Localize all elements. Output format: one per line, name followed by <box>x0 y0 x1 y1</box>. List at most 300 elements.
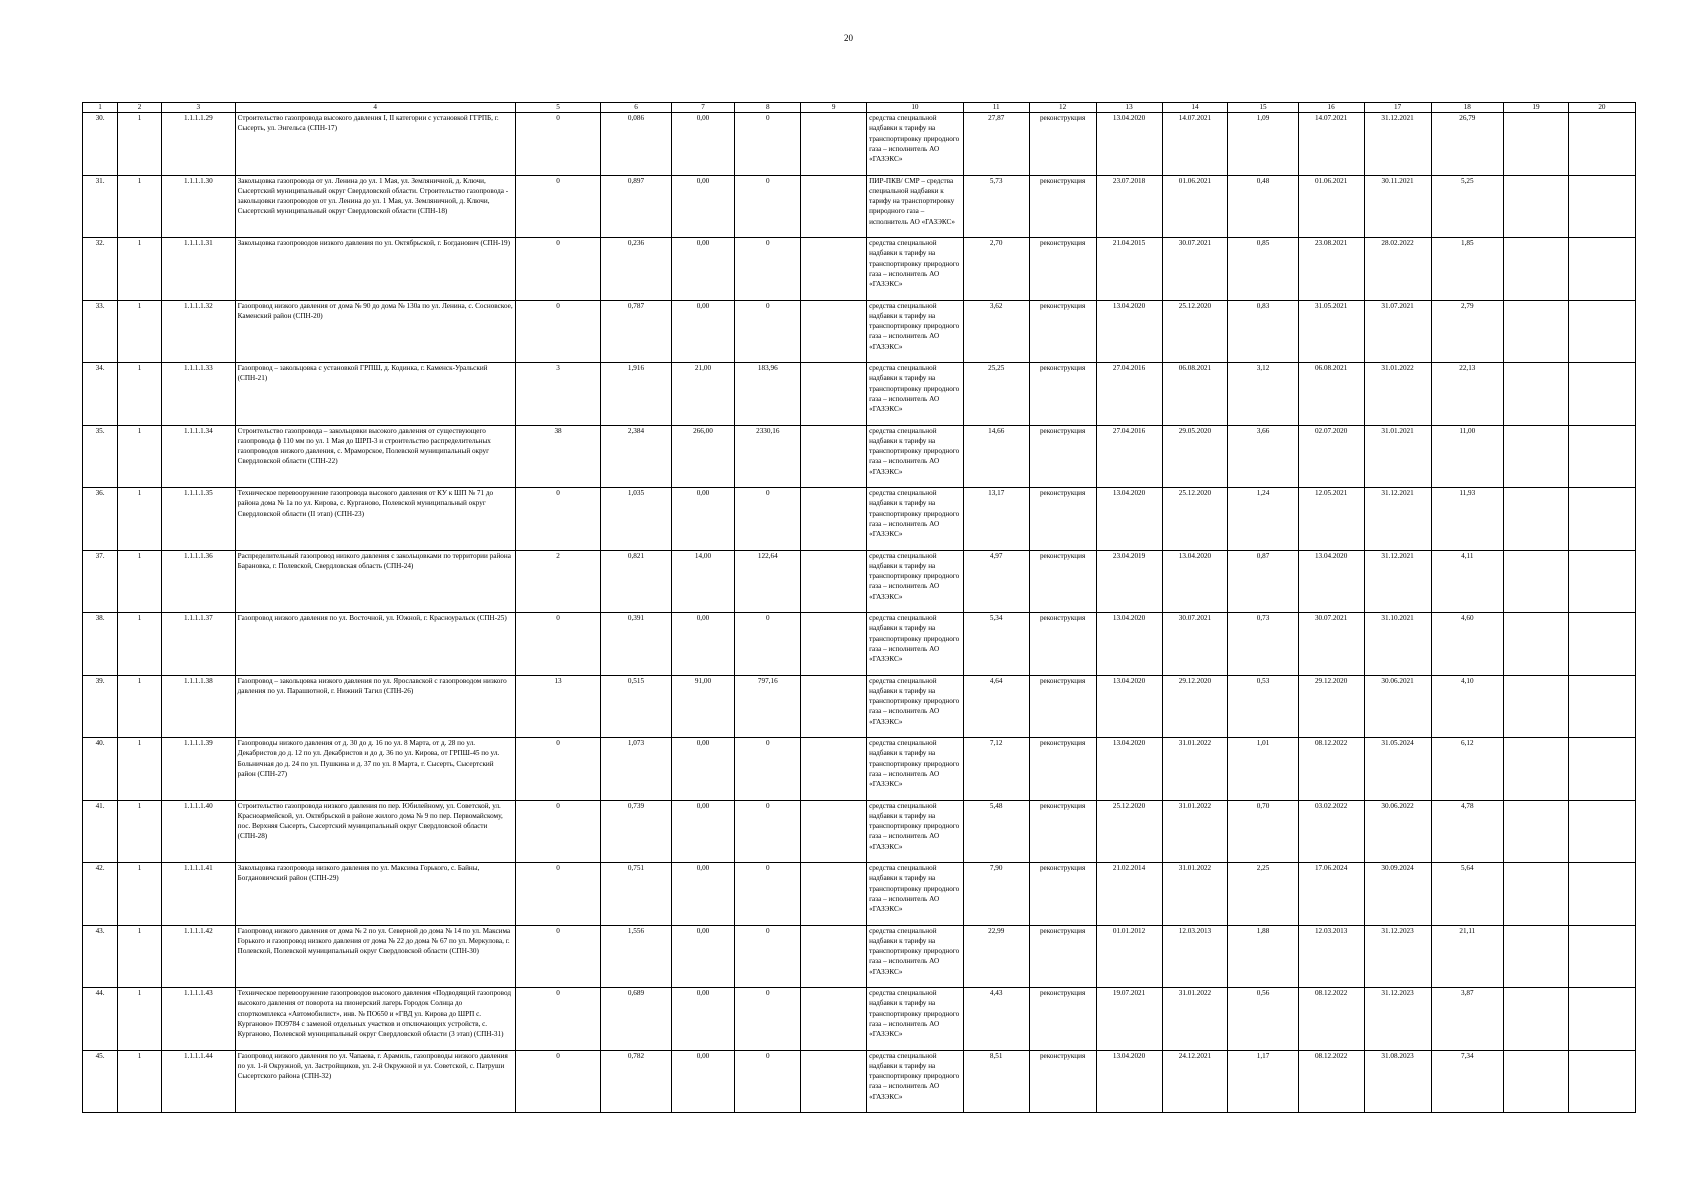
cell-col-20 <box>1568 488 1635 551</box>
cell-col-4: Техническое перевооружение газопроводов высокого давления «Подводящий газопровод высокого давления от поворота на пионерский лагерь Городок Солнца до спорткомплекса «Автомобилист», инв. № ПО650 и «ГВД ул. Кирова до ШРП с. Курганово» ПО9784 с заменой отдельных участков и отключающих устройств, с. Курганово, Полевской муниципальный округ Свердловской области (3 этап) (СПН-31) <box>235 988 515 1051</box>
cell-col-19 <box>1504 988 1569 1051</box>
cell-col-12: реконструкция <box>1029 613 1096 676</box>
cell-col-14: 30.07.2021 <box>1162 613 1228 676</box>
cell-col-1: 42. <box>83 863 118 926</box>
cell-col-19 <box>1504 800 1569 863</box>
cell-col-10: средства специальной надбавки к тарифу на транспортировку природного газа – исполнитель АО «ГАЗЭКС» <box>867 1050 964 1113</box>
cell-col-13: 13.04.2020 <box>1096 613 1162 676</box>
cell-col-5: 38 <box>515 425 601 488</box>
cell-col-3: 1.1.1.1.39 <box>162 738 236 801</box>
cell-col-11: 7,90 <box>963 863 1029 926</box>
cell-col-6: 0,391 <box>601 613 671 676</box>
column-header-18: 18 <box>1431 103 1503 113</box>
cell-col-4: Строительство газопровода – закольцовки высокого давления от существующего газопровода ф 110 мм по ул. 1 Мая до ШРП-3 и строительство распределительных газопроводов низкого давления, с. Мраморское, Полевской муниципальный округ Свердловской области (СПН-22) <box>235 425 515 488</box>
cell-col-2: 1 <box>118 175 162 238</box>
cell-col-7: 0,00 <box>671 300 735 363</box>
cell-col-11: 13,17 <box>963 488 1029 551</box>
cell-col-2: 1 <box>118 613 162 676</box>
cell-col-10: средства специальной надбавки к тарифу на транспортировку природного газа – исполнитель АО «ГАЗЭКС» <box>867 613 964 676</box>
cell-col-9 <box>801 675 867 738</box>
cell-col-2: 1 <box>118 238 162 301</box>
cell-col-2: 1 <box>118 113 162 176</box>
cell-col-20 <box>1568 675 1635 738</box>
cell-col-13: 27.04.2016 <box>1096 363 1162 426</box>
column-header-17: 17 <box>1364 103 1431 113</box>
cell-col-14: 14.07.2021 <box>1162 113 1228 176</box>
cell-col-8: 0 <box>735 113 801 176</box>
cell-col-10: средства специальной надбавки к тарифу на транспортировку природного газа – исполнитель АО «ГАЗЭКС» <box>867 800 964 863</box>
cell-col-4: Строительство газопровода низкого давления по пер. Юбилейному, ул. Советской, ул. Красноармейской, ул. Октябрьской в районе жилого дома № 9 по пер. Первомайскому, пос. Верхняя Сысерть, Сысертский муниципальный округ Свердловской области (СПН-28) <box>235 800 515 863</box>
cell-col-14: 24.12.2021 <box>1162 1050 1228 1113</box>
cell-col-9 <box>801 738 867 801</box>
cell-col-19 <box>1504 1050 1569 1113</box>
cell-col-8: 122,64 <box>735 550 801 613</box>
cell-col-20 <box>1568 1050 1635 1113</box>
cell-col-9 <box>801 175 867 238</box>
cell-col-8: 0 <box>735 175 801 238</box>
cell-col-18: 5,64 <box>1431 863 1503 926</box>
cell-col-16: 17.06.2024 <box>1298 863 1364 926</box>
column-header-2: 2 <box>118 103 162 113</box>
cell-col-20 <box>1568 613 1635 676</box>
cell-col-4: Закольцовка газопроводов низкого давления по ул. Октябрьской, г. Богданович (СПН-19) <box>235 238 515 301</box>
cell-col-9 <box>801 113 867 176</box>
column-header-4: 4 <box>235 103 515 113</box>
cell-col-17: 31.10.2021 <box>1364 613 1431 676</box>
cell-col-16: 14.07.2021 <box>1298 113 1364 176</box>
cell-col-5: 3 <box>515 363 601 426</box>
cell-col-1: 40. <box>83 738 118 801</box>
table-row <box>83 113 1636 176</box>
cell-col-11: 4,43 <box>963 988 1029 1051</box>
cell-col-2: 1 <box>118 988 162 1051</box>
cell-col-6: 1,073 <box>601 738 671 801</box>
cell-col-11: 5,48 <box>963 800 1029 863</box>
cell-col-5: 13 <box>515 675 601 738</box>
table-row <box>83 863 1636 926</box>
cell-col-14: 13.04.2020 <box>1162 550 1228 613</box>
cell-col-4: Газопровод – закольцовка с установкой ГРПШ, д. Кодинка, г. Каменск-Уральский (СПН-21) <box>235 363 515 426</box>
cell-col-9 <box>801 925 867 988</box>
cell-col-7: 266,00 <box>671 425 735 488</box>
cell-col-12: реконструкция <box>1029 925 1096 988</box>
cell-col-11: 22,99 <box>963 925 1029 988</box>
cell-col-7: 0,00 <box>671 175 735 238</box>
cell-col-7: 0,00 <box>671 925 735 988</box>
cell-col-5: 0 <box>515 800 601 863</box>
cell-col-11: 4,97 <box>963 550 1029 613</box>
cell-col-7: 21,00 <box>671 363 735 426</box>
cell-col-14: 29.12.2020 <box>1162 675 1228 738</box>
column-header-9: 9 <box>801 103 867 113</box>
cell-col-15: 2,25 <box>1228 863 1298 926</box>
cell-col-11: 2,70 <box>963 238 1029 301</box>
column-header-10: 10 <box>867 103 964 113</box>
cell-col-17: 31.01.2022 <box>1364 363 1431 426</box>
cell-col-9 <box>801 550 867 613</box>
cell-col-12: реконструкция <box>1029 800 1096 863</box>
column-header-8: 8 <box>735 103 801 113</box>
cell-col-3: 1.1.1.1.30 <box>162 175 236 238</box>
cell-col-18: 4,60 <box>1431 613 1503 676</box>
cell-col-18: 11,93 <box>1431 488 1503 551</box>
cell-col-14: 01.06.2021 <box>1162 175 1228 238</box>
cell-col-14: 31.01.2022 <box>1162 738 1228 801</box>
cell-col-15: 0,73 <box>1228 613 1298 676</box>
cell-col-12: реконструкция <box>1029 113 1096 176</box>
cell-col-3: 1.1.1.1.38 <box>162 675 236 738</box>
cell-col-14: 12.03.2013 <box>1162 925 1228 988</box>
cell-col-6: 1,035 <box>601 488 671 551</box>
cell-col-14: 30.07.2021 <box>1162 238 1228 301</box>
cell-col-18: 3,87 <box>1431 988 1503 1051</box>
cell-col-18: 4,78 <box>1431 800 1503 863</box>
cell-col-8: 2330,16 <box>735 425 801 488</box>
cell-col-4: Газопроводы низкого давления от д. 30 до д. 16 по ул. 8 Марта, от д. 28 по ул. Декабристов до д. 12 по ул. Декабристов и до д. 36 по ул. Кирова, от ГРПШ-45 по ул. Больничная до д. 24 по ул. Пушкина и д. 37 по ул. 8 Марта, г. Сысерть, Сысертский район (СПН-27) <box>235 738 515 801</box>
cell-col-3: 1.1.1.1.34 <box>162 425 236 488</box>
cell-col-15: 0,83 <box>1228 300 1298 363</box>
cell-col-11: 7,12 <box>963 738 1029 801</box>
cell-col-20 <box>1568 300 1635 363</box>
cell-col-13: 01.01.2012 <box>1096 925 1162 988</box>
cell-col-1: 33. <box>83 300 118 363</box>
cell-col-17: 30.09.2024 <box>1364 863 1431 926</box>
cell-col-3: 1.1.1.1.29 <box>162 113 236 176</box>
cell-col-2: 1 <box>118 363 162 426</box>
cell-col-4: Газопровод низкого давления от дома № 2 по ул. Северной до дома № 14 по ул. Максима Горького и газопровод низкого давления от дома № 22 до дома № 67 по ул. Меркулова, г. Полевской, Полевской муниципальный округ Свердловской области (СПН-30) <box>235 925 515 988</box>
cell-col-5: 0 <box>515 988 601 1051</box>
cell-col-3: 1.1.1.1.37 <box>162 613 236 676</box>
cell-col-10: средства специальной надбавки к тарифу на транспортировку природного газа – исполнитель АО «ГАЗЭКС» <box>867 738 964 801</box>
table-row <box>83 238 1636 301</box>
cell-col-15: 0,87 <box>1228 550 1298 613</box>
cell-col-1: 36. <box>83 488 118 551</box>
cell-col-4: Газопровод – закольцовка низкого давления по ул. Ярославской с газопроводом низкого давления по ул. Парашютной, г. Нижний Тагил (СПН-26) <box>235 675 515 738</box>
cell-col-17: 30.06.2021 <box>1364 675 1431 738</box>
cell-col-9 <box>801 800 867 863</box>
cell-col-19 <box>1504 175 1569 238</box>
cell-col-14: 31.01.2022 <box>1162 988 1228 1051</box>
cell-col-19 <box>1504 425 1569 488</box>
cell-col-8: 0 <box>735 925 801 988</box>
cell-col-15: 3,66 <box>1228 425 1298 488</box>
cell-col-15: 0,56 <box>1228 988 1298 1051</box>
cell-col-1: 44. <box>83 988 118 1051</box>
cell-col-19 <box>1504 675 1569 738</box>
cell-col-8: 0 <box>735 300 801 363</box>
cell-col-3: 1.1.1.1.36 <box>162 550 236 613</box>
cell-col-12: реконструкция <box>1029 300 1096 363</box>
table-row <box>83 300 1636 363</box>
cell-col-11: 3,62 <box>963 300 1029 363</box>
cell-col-20 <box>1568 988 1635 1051</box>
cell-col-18: 22,13 <box>1431 363 1503 426</box>
cell-col-12: реконструкция <box>1029 675 1096 738</box>
cell-col-7: 91,00 <box>671 675 735 738</box>
cell-col-19 <box>1504 613 1569 676</box>
cell-col-10: средства специальной надбавки к тарифу на транспортировку природного газа – исполнитель АО «ГАЗЭКС» <box>867 488 964 551</box>
table-row <box>83 925 1636 988</box>
cell-col-20 <box>1568 238 1635 301</box>
column-header-19: 19 <box>1504 103 1569 113</box>
cell-col-7: 14,00 <box>671 550 735 613</box>
cell-col-20 <box>1568 363 1635 426</box>
cell-col-19 <box>1504 113 1569 176</box>
cell-col-11: 27,87 <box>963 113 1029 176</box>
column-header-12: 12 <box>1029 103 1096 113</box>
cell-col-9 <box>801 863 867 926</box>
cell-col-1: 32. <box>83 238 118 301</box>
cell-col-18: 6,12 <box>1431 738 1503 801</box>
cell-col-18: 2,79 <box>1431 300 1503 363</box>
cell-col-19 <box>1504 738 1569 801</box>
cell-col-19 <box>1504 238 1569 301</box>
cell-col-13: 21.04.2015 <box>1096 238 1162 301</box>
cell-col-10: средства специальной надбавки к тарифу на транспортировку природного газа – исполнитель АО «ГАЗЭКС» <box>867 925 964 988</box>
cell-col-7: 0,00 <box>671 113 735 176</box>
cell-col-17: 31.01.2021 <box>1364 425 1431 488</box>
cell-col-8: 0 <box>735 1050 801 1113</box>
cell-col-5: 0 <box>515 1050 601 1113</box>
cell-col-2: 1 <box>118 925 162 988</box>
cell-col-10: средства специальной надбавки к тарифу на транспортировку природного газа – исполнитель АО «ГАЗЭКС» <box>867 550 964 613</box>
cell-col-18: 4,11 <box>1431 550 1503 613</box>
cell-col-1: 31. <box>83 175 118 238</box>
cell-col-16: 12.03.2013 <box>1298 925 1364 988</box>
cell-col-1: 35. <box>83 425 118 488</box>
cell-col-16: 08.12.2022 <box>1298 738 1364 801</box>
cell-col-8: 0 <box>735 238 801 301</box>
cell-col-20 <box>1568 175 1635 238</box>
cell-col-8: 797,16 <box>735 675 801 738</box>
cell-col-6: 2,384 <box>601 425 671 488</box>
cell-col-15: 1,01 <box>1228 738 1298 801</box>
cell-col-10: средства специальной надбавки к тарифу на транспортировку природного газа – исполнитель АО «ГАЗЭКС» <box>867 113 964 176</box>
cell-col-20 <box>1568 800 1635 863</box>
cell-col-11: 14,66 <box>963 425 1029 488</box>
cell-col-14: 25.12.2020 <box>1162 488 1228 551</box>
cell-col-7: 0,00 <box>671 238 735 301</box>
cell-col-13: 13.04.2020 <box>1096 300 1162 363</box>
cell-col-6: 0,897 <box>601 175 671 238</box>
cell-col-13: 13.04.2020 <box>1096 675 1162 738</box>
cell-col-16: 29.12.2020 <box>1298 675 1364 738</box>
cell-col-9 <box>801 988 867 1051</box>
cell-col-13: 13.04.2020 <box>1096 488 1162 551</box>
cell-col-2: 1 <box>118 425 162 488</box>
cell-col-12: реконструкция <box>1029 738 1096 801</box>
table-row <box>83 175 1636 238</box>
cell-col-12: реконструкция <box>1029 988 1096 1051</box>
column-number-row <box>83 103 1636 113</box>
column-header-6: 6 <box>601 103 671 113</box>
cell-col-3: 1.1.1.1.33 <box>162 363 236 426</box>
cell-col-5: 0 <box>515 863 601 926</box>
cell-col-19 <box>1504 488 1569 551</box>
cell-col-19 <box>1504 363 1569 426</box>
column-header-5: 5 <box>515 103 601 113</box>
cell-col-7: 0,00 <box>671 863 735 926</box>
cell-col-14: 06.08.2021 <box>1162 363 1228 426</box>
cell-col-6: 0,739 <box>601 800 671 863</box>
cell-col-14: 29.05.2020 <box>1162 425 1228 488</box>
cell-col-18: 5,25 <box>1431 175 1503 238</box>
table-row <box>83 738 1636 801</box>
cell-col-2: 1 <box>118 550 162 613</box>
cell-col-14: 25.12.2020 <box>1162 300 1228 363</box>
cell-col-6: 0,086 <box>601 113 671 176</box>
cell-col-15: 1,24 <box>1228 488 1298 551</box>
cell-col-16: 23.08.2021 <box>1298 238 1364 301</box>
cell-col-17: 31.08.2023 <box>1364 1050 1431 1113</box>
cell-col-15: 0,85 <box>1228 238 1298 301</box>
cell-col-12: реконструкция <box>1029 1050 1096 1113</box>
cell-col-13: 13.04.2020 <box>1096 738 1162 801</box>
cell-col-7: 0,00 <box>671 488 735 551</box>
cell-col-8: 0 <box>735 613 801 676</box>
cell-col-18: 26,79 <box>1431 113 1503 176</box>
cell-col-12: реконструкция <box>1029 363 1096 426</box>
column-header-15: 15 <box>1228 103 1298 113</box>
cell-col-8: 0 <box>735 738 801 801</box>
cell-col-3: 1.1.1.1.35 <box>162 488 236 551</box>
cell-col-18: 1,85 <box>1431 238 1503 301</box>
cell-col-17: 28.02.2022 <box>1364 238 1431 301</box>
cell-col-14: 31.01.2022 <box>1162 863 1228 926</box>
cell-col-2: 1 <box>118 300 162 363</box>
table-row <box>83 550 1636 613</box>
cell-col-3: 1.1.1.1.31 <box>162 238 236 301</box>
column-header-3: 3 <box>162 103 236 113</box>
cell-col-19 <box>1504 925 1569 988</box>
cell-col-20 <box>1568 863 1635 926</box>
cell-col-19 <box>1504 300 1569 363</box>
cell-col-4: Строительство газопровода высокого давления I, II категории с установкой ГГРПБ, г. Сысерть, ул. Энгельса (СПН-17) <box>235 113 515 176</box>
cell-col-6: 1,556 <box>601 925 671 988</box>
cell-col-11: 8,51 <box>963 1050 1029 1113</box>
cell-col-19 <box>1504 863 1569 926</box>
cell-col-7: 0,00 <box>671 613 735 676</box>
cell-col-1: 39. <box>83 675 118 738</box>
cell-col-1: 41. <box>83 800 118 863</box>
cell-col-17: 31.12.2021 <box>1364 550 1431 613</box>
cell-col-12: реконструкция <box>1029 175 1096 238</box>
cell-col-7: 0,00 <box>671 800 735 863</box>
cell-col-8: 0 <box>735 988 801 1051</box>
table-row <box>83 800 1636 863</box>
cell-col-8: 0 <box>735 488 801 551</box>
cell-col-10: средства специальной надбавки к тарифу на транспортировку природного газа – исполнитель АО «ГАЗЭКС» <box>867 300 964 363</box>
cell-col-17: 31.05.2024 <box>1364 738 1431 801</box>
cell-col-9 <box>801 1050 867 1113</box>
cell-col-16: 02.07.2020 <box>1298 425 1364 488</box>
cell-col-16: 13.04.2020 <box>1298 550 1364 613</box>
cell-col-2: 1 <box>118 800 162 863</box>
cell-col-17: 30.11.2021 <box>1364 175 1431 238</box>
cell-col-15: 0,53 <box>1228 675 1298 738</box>
column-header-1: 1 <box>83 103 118 113</box>
cell-col-4: Газопровод низкого давления по ул. Восточной, ул. Южной, г. Красноуральск (СПН-25) <box>235 613 515 676</box>
cell-col-15: 3,12 <box>1228 363 1298 426</box>
cell-col-5: 0 <box>515 175 601 238</box>
cell-col-16: 01.06.2021 <box>1298 175 1364 238</box>
cell-col-11: 25,25 <box>963 363 1029 426</box>
cell-col-17: 31.07.2021 <box>1364 300 1431 363</box>
cell-col-20 <box>1568 925 1635 988</box>
cell-col-9 <box>801 488 867 551</box>
cell-col-13: 13.04.2020 <box>1096 113 1162 176</box>
cell-col-2: 1 <box>118 863 162 926</box>
cell-col-6: 0,782 <box>601 1050 671 1113</box>
cell-col-17: 31.12.2023 <box>1364 988 1431 1051</box>
cell-col-6: 0,821 <box>601 550 671 613</box>
investment-program-table <box>82 102 1636 1113</box>
column-header-14: 14 <box>1162 103 1228 113</box>
cell-col-20 <box>1568 738 1635 801</box>
cell-col-10: средства специальной надбавки к тарифу на транспортировку природного газа – исполнитель АО «ГАЗЭКС» <box>867 238 964 301</box>
cell-col-3: 1.1.1.1.32 <box>162 300 236 363</box>
table-row <box>83 425 1636 488</box>
cell-col-15: 1,09 <box>1228 113 1298 176</box>
cell-col-16: 08.12.2022 <box>1298 1050 1364 1113</box>
cell-col-2: 1 <box>118 488 162 551</box>
cell-col-9 <box>801 300 867 363</box>
cell-col-18: 7,34 <box>1431 1050 1503 1113</box>
cell-col-6: 0,787 <box>601 300 671 363</box>
cell-col-12: реконструкция <box>1029 238 1096 301</box>
cell-col-7: 0,00 <box>671 1050 735 1113</box>
cell-col-11: 5,73 <box>963 175 1029 238</box>
cell-col-18: 21,11 <box>1431 925 1503 988</box>
cell-col-10: средства специальной надбавки к тарифу на транспортировку природного газа – исполнитель АО «ГАЗЭКС» <box>867 863 964 926</box>
cell-col-16: 06.08.2021 <box>1298 363 1364 426</box>
cell-col-15: 0,70 <box>1228 800 1298 863</box>
cell-col-7: 0,00 <box>671 738 735 801</box>
cell-col-5: 0 <box>515 613 601 676</box>
cell-col-1: 30. <box>83 113 118 176</box>
cell-col-17: 31.12.2021 <box>1364 113 1431 176</box>
table-row <box>83 363 1636 426</box>
cell-col-5: 0 <box>515 300 601 363</box>
cell-col-4: Закольцовка газопровода от ул. Ленина до ул. 1 Мая, ул. Земляничной, д. Ключи, Сысертский муниципальный округ Свердловской области. Строительство газопровода - закольцовки газопроводов от ул. Ленина до ул. 1 Мая, ул. Земляничной, д. Ключи, Сысертский муниципальный округ Свердловской области (СПН-18) <box>235 175 515 238</box>
cell-col-8: 183,96 <box>735 363 801 426</box>
cell-col-5: 0 <box>515 113 601 176</box>
cell-col-10: средства специальной надбавки к тарифу на транспортировку природного газа – исполнитель АО «ГАЗЭКС» <box>867 363 964 426</box>
cell-col-4: Распределительный газопровод низкого давления с закольцовками по территории района Барановка, г. Полевской, Свердловская область (СПН-24) <box>235 550 515 613</box>
cell-col-4: Газопровод низкого давления по ул. Чапаева, г. Арамиль, газопроводы низкого давления по ул. 1-й Окружной, ул. Застройщиков, ул. 2-й Окружной и ул. Советской, с. Патруши Сысертского района (СПН-32) <box>235 1050 515 1113</box>
cell-col-6: 1,916 <box>601 363 671 426</box>
cell-col-18: 4,10 <box>1431 675 1503 738</box>
cell-col-13: 21.02.2014 <box>1096 863 1162 926</box>
cell-col-17: 30.06.2022 <box>1364 800 1431 863</box>
cell-col-3: 1.1.1.1.43 <box>162 988 236 1051</box>
cell-col-2: 1 <box>118 1050 162 1113</box>
cell-col-5: 0 <box>515 488 601 551</box>
cell-col-4: Газопровод низкого давления от дома № 90 до дома № 130а по ул. Ленина, с. Сосновское, Каменский район (СПН-20) <box>235 300 515 363</box>
cell-col-3: 1.1.1.1.42 <box>162 925 236 988</box>
cell-col-12: реконструкция <box>1029 863 1096 926</box>
cell-col-6: 0,515 <box>601 675 671 738</box>
cell-col-6: 0,751 <box>601 863 671 926</box>
cell-col-12: реконструкция <box>1029 425 1096 488</box>
cell-col-16: 30.07.2021 <box>1298 613 1364 676</box>
cell-col-1: 38. <box>83 613 118 676</box>
cell-col-15: 1,17 <box>1228 1050 1298 1113</box>
cell-col-18: 11,00 <box>1431 425 1503 488</box>
cell-col-10: средства специальной надбавки к тарифу на транспортировку природного газа – исполнитель АО «ГАЗЭКС» <box>867 988 964 1051</box>
cell-col-16: 03.02.2022 <box>1298 800 1364 863</box>
cell-col-3: 1.1.1.1.41 <box>162 863 236 926</box>
